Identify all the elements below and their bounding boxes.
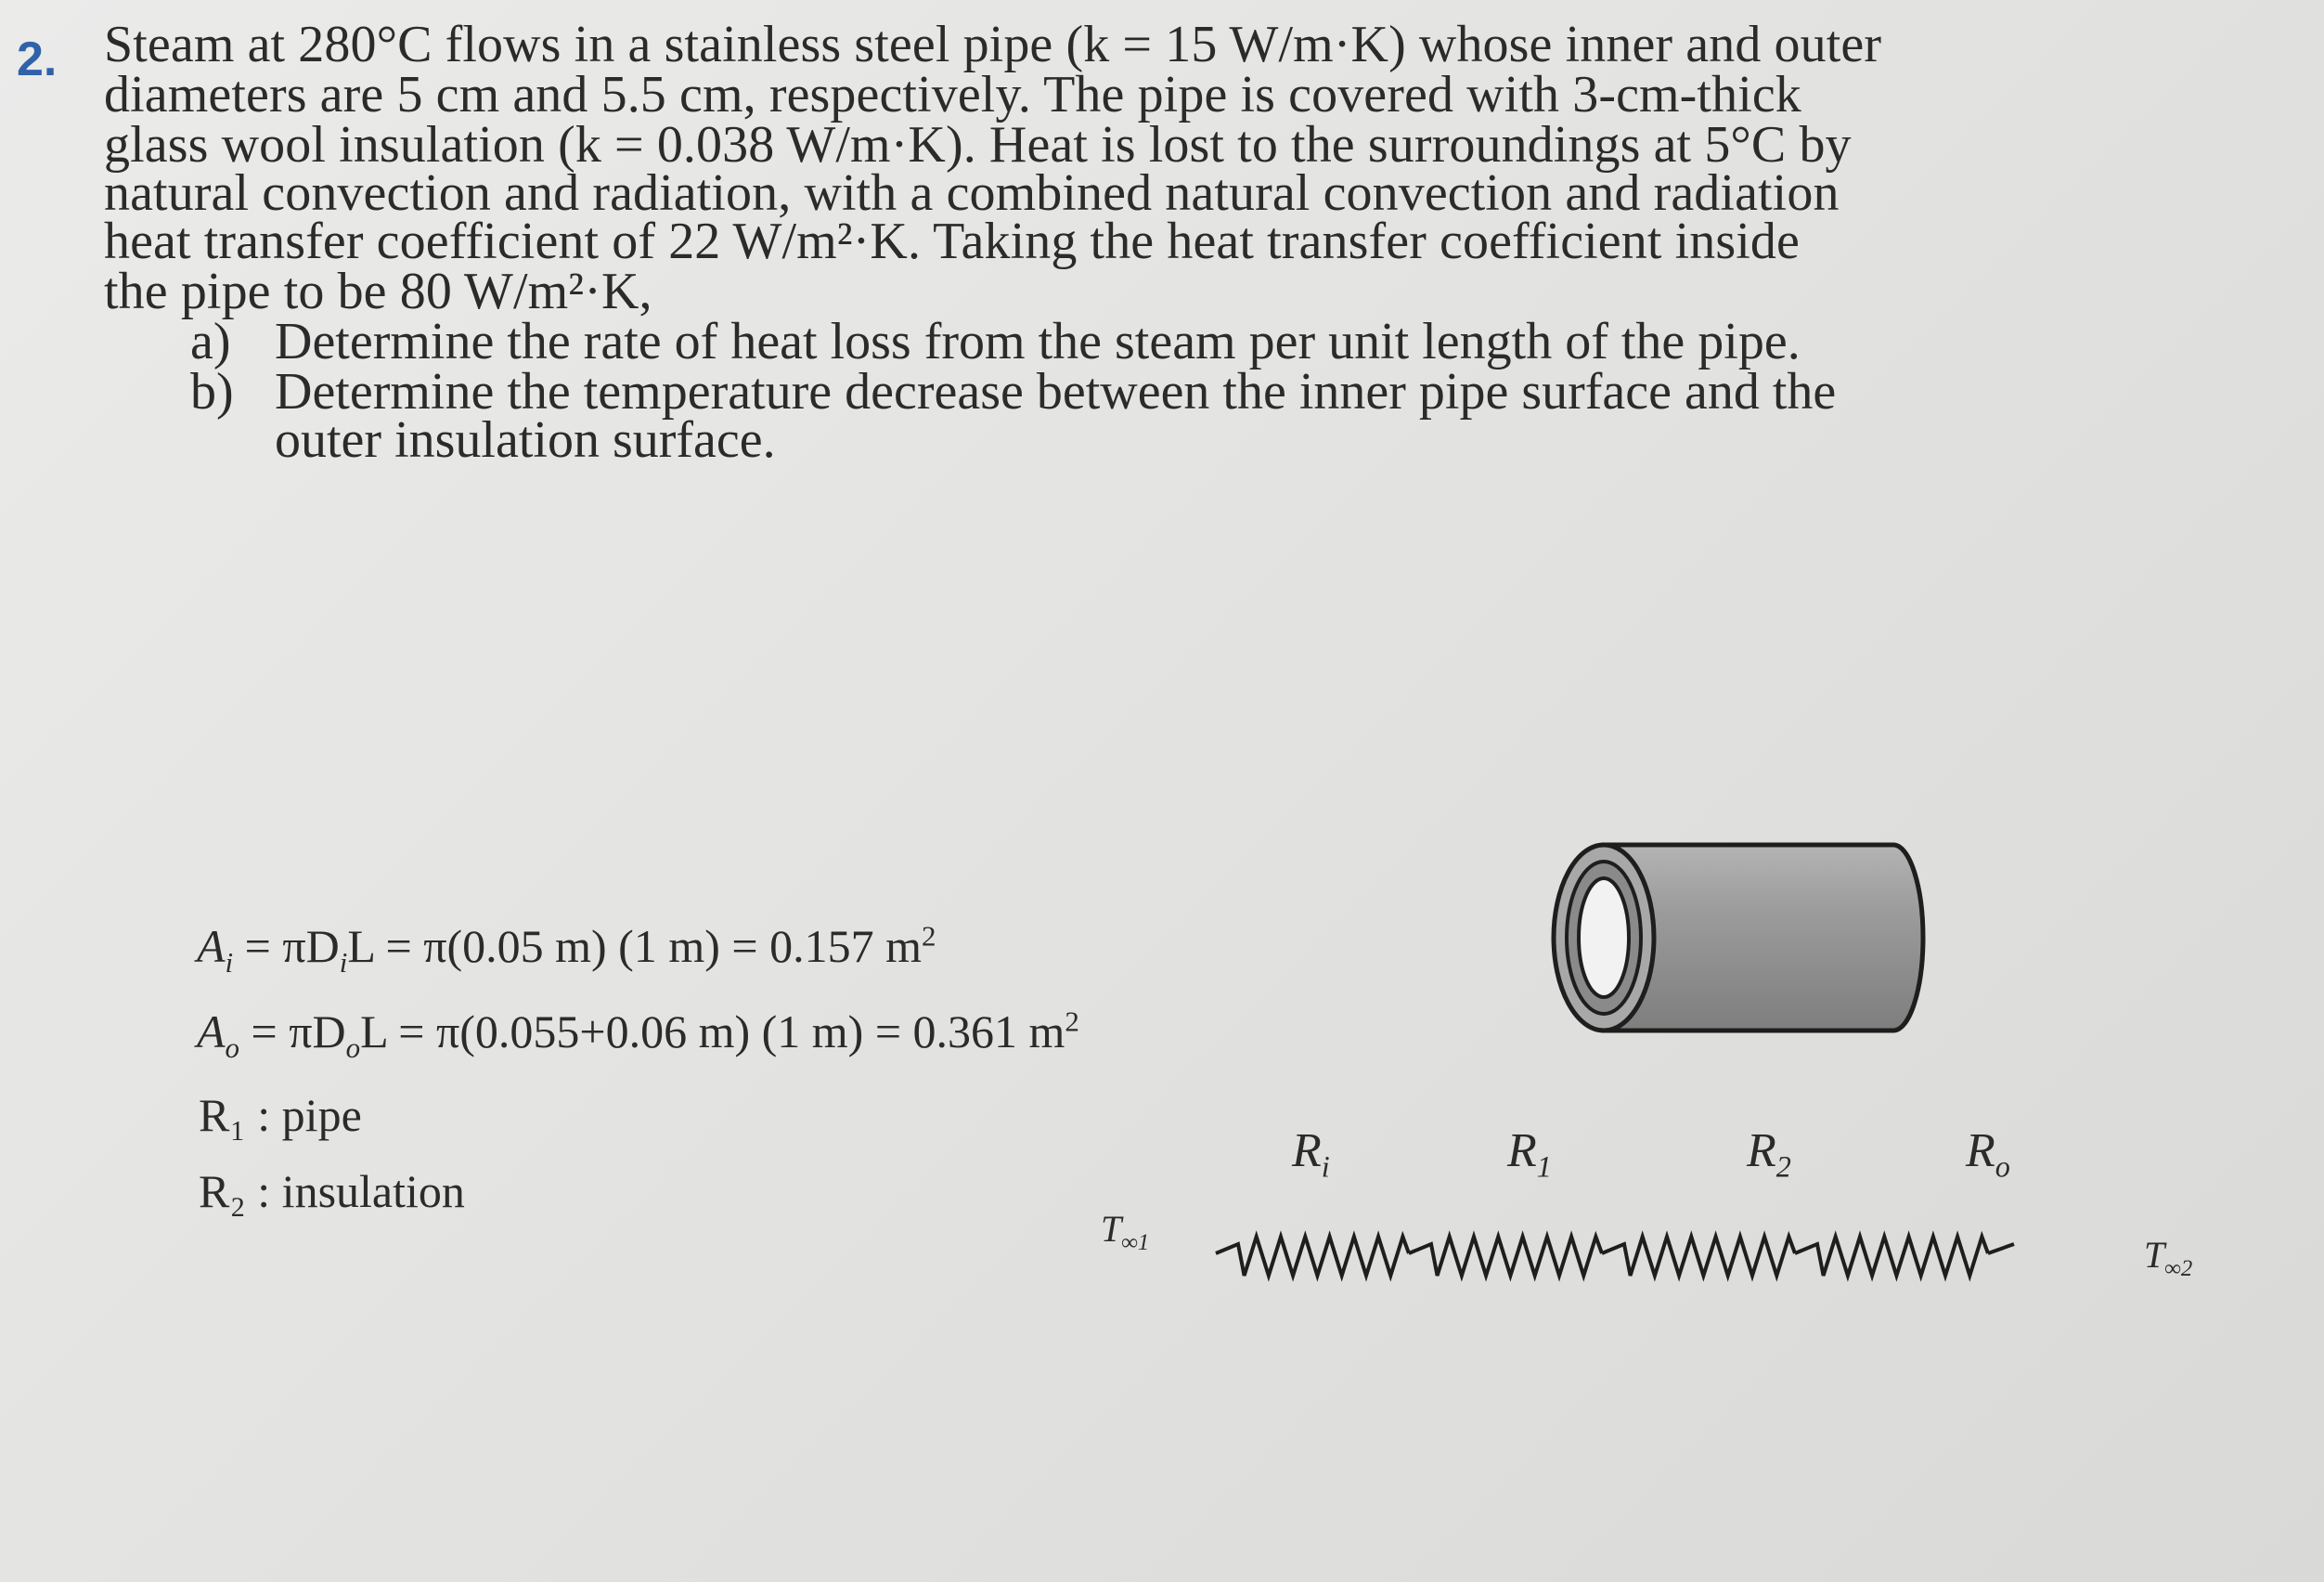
resistor-label-r1: $R_1$ [1507, 1124, 1552, 1184]
part-b-text-2: outer insulation surface. [275, 411, 776, 469]
network-end-lead [1988, 1244, 2014, 1253]
part-a-label: a) [190, 313, 231, 370]
legend-pipe: R₁ : pipe [199, 1089, 362, 1141]
pipe-end-inner [1579, 878, 1629, 997]
temp-label-right: $T_{\infty 2}$ [2144, 1234, 2193, 1281]
temp-label-left: $T_{\infty 1}$ [1101, 1208, 1150, 1255]
problem-line-4: natural convection and radiation, with a combined natural convection and radiation [104, 164, 1840, 222]
part-b-label: b) [190, 363, 234, 421]
problem-line-2: diameters are 5 cm and 5.5 cm, respectively. The pipe is covered with 3-cm-thick [104, 66, 1801, 123]
insulated-pipe-illustration [1541, 836, 1930, 1049]
part-b-text-1: Determine the temperature decrease between the inner pipe surface and the [275, 363, 1837, 421]
resistor-label-ro: $R_o$ [1966, 1124, 2010, 1184]
legend-insulation: R₂ : insulation [199, 1165, 465, 1217]
resistor-zigzag-1 [1216, 1237, 1409, 1276]
thermal-resistance-network [1207, 1207, 2116, 1309]
area-inner-equation: $A_i = \pi D_iL = \pi(0.05$ m) (1 m) = 0.157 $m^2$ [197, 919, 936, 979]
resistor-zigzag-3 [1602, 1237, 1795, 1276]
problem-line-6: the pipe to be 80 W/m²·K, [104, 263, 652, 320]
problem-line-3: glass wool insulation (k = 0.038 W/m·K). Heat is lost to the surroundings at 5°C by [104, 116, 1852, 174]
problem-line-1: Steam at 280°C flows in a stainless steel pipe (k = 15 W/m·K) whose inner and outer [104, 16, 1882, 73]
problem-number: 2. [17, 32, 58, 86]
resistor-label-ri: $R_i$ [1292, 1124, 1330, 1184]
resistor-zigzag-2 [1409, 1237, 1602, 1276]
area-outer-equation: $A_o = \pi D_oL = \pi(0.055+0.06$ m) (1 m) = 0.361 $m^2$ [197, 1005, 1079, 1064]
part-a-text: Determine the rate of heat loss from the steam per unit length of the pipe. [275, 313, 1801, 370]
problem-line-5: heat transfer coefficient of 22 W/m²·K. Taking the heat transfer coefficient inside [104, 213, 1800, 270]
resistor-zigzag-4 [1795, 1237, 1988, 1276]
resistor-label-r2: $R_2$ [1747, 1124, 1791, 1184]
